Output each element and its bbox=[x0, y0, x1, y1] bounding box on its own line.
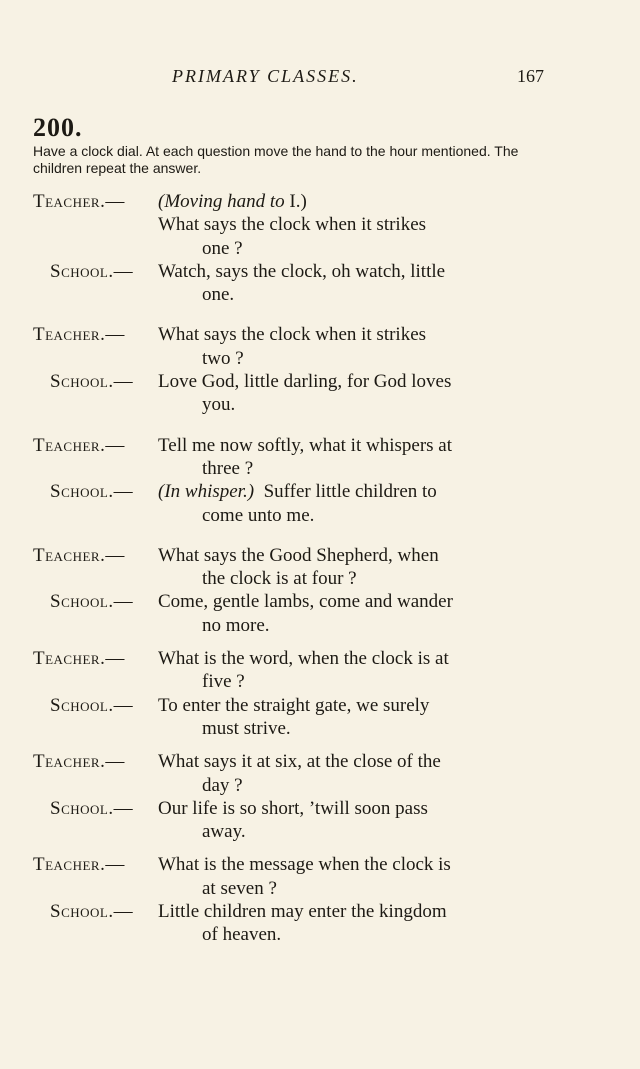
school-line: Love God, little darling, for God loves bbox=[158, 371, 452, 393]
school-turn bbox=[0, 694, 640, 741]
teacher-line-continued: five ? bbox=[202, 671, 245, 693]
teacher-line: What says the clock when it strikes bbox=[158, 324, 427, 346]
teacher-line-continued: three ? bbox=[202, 457, 254, 479]
teacher-line: What says the clock when it strikes bbox=[158, 214, 427, 236]
section-number: 200. bbox=[33, 113, 83, 142]
exchange-five bbox=[0, 647, 640, 740]
school-turn bbox=[0, 900, 640, 947]
teacher-line-continued: one ? bbox=[202, 237, 243, 259]
teacher-line: Tell me now softly, what it whispers at bbox=[158, 434, 452, 456]
exchange-three bbox=[0, 434, 640, 527]
teacher-turn bbox=[0, 190, 640, 213]
teacher-turn bbox=[0, 544, 640, 591]
exchange-four bbox=[0, 544, 640, 637]
teacher-speaker-label: Teacher.— bbox=[33, 191, 125, 212]
school-speaker-label: School.— bbox=[50, 797, 134, 819]
school-line: Watch, says the clock, oh watch, little bbox=[158, 260, 446, 282]
school-turn bbox=[0, 480, 640, 527]
teacher-line-continued: at seven ? bbox=[202, 877, 277, 899]
school-line: Come, gentle lambs, come and wander bbox=[158, 591, 453, 613]
exchange-two bbox=[0, 323, 640, 416]
exchange-one bbox=[0, 190, 640, 306]
teacher-speech bbox=[0, 213, 640, 260]
school-line: Little children may enter the kingdom bbox=[158, 901, 447, 923]
running-head bbox=[0, 66, 640, 90]
teacher-line-continued: two ? bbox=[202, 347, 244, 369]
teacher-line-continued: day ? bbox=[202, 774, 243, 796]
teacher-turn bbox=[0, 750, 640, 797]
school-line-continued: one. bbox=[202, 284, 235, 306]
teacher-speaker-label: Teacher.— bbox=[33, 751, 125, 773]
school-line: To enter the straight gate, we surely bbox=[158, 694, 430, 716]
teacher-turn bbox=[0, 323, 640, 370]
school-line-continued: must strive. bbox=[202, 717, 291, 739]
section-intro: Have a clock dial. At each question move the hand to the hour mentioned. The children repeat the answer. bbox=[33, 143, 519, 176]
teacher-line: What says it at six, at the close of the bbox=[158, 751, 441, 773]
school-line-continued: of heaven. bbox=[202, 924, 282, 946]
school-turn bbox=[0, 260, 640, 307]
teacher-turn bbox=[0, 853, 640, 900]
page-number: 167 bbox=[517, 66, 544, 86]
teacher-speaker-label: Teacher.— bbox=[33, 324, 125, 346]
teacher-stage-direction bbox=[158, 190, 640, 213]
teacher-turn bbox=[0, 647, 640, 694]
school-line: Our life is so short, ’twill soon pass bbox=[158, 797, 428, 819]
school-speaker-label: School.— bbox=[50, 260, 134, 282]
school-speaker-label: School.— bbox=[50, 481, 134, 503]
school-speaker-label: School.— bbox=[50, 901, 134, 923]
teacher-speaker-label: Teacher.— bbox=[33, 544, 125, 566]
teacher-speaker-label: Teacher.— bbox=[33, 854, 125, 876]
school-turn bbox=[0, 797, 640, 844]
school-turn bbox=[0, 590, 640, 637]
teacher-line: What says the Good Shepherd, when bbox=[158, 544, 439, 566]
school-line-continued: no more. bbox=[202, 614, 270, 636]
school-line: Suffer little children to bbox=[263, 481, 437, 503]
school-line-continued: come unto me. bbox=[202, 504, 315, 526]
school-stage-direction: (In whisper.) bbox=[158, 481, 255, 503]
school-speaker-label: School.— bbox=[50, 371, 134, 393]
school-speaker-label: School.— bbox=[50, 694, 134, 716]
teacher-line-continued: the clock is at four ? bbox=[202, 568, 357, 590]
teacher-line: What is the word, when the clock is at bbox=[158, 648, 449, 670]
school-line-continued: away. bbox=[202, 821, 246, 843]
exchange-six bbox=[0, 750, 640, 843]
school-turn bbox=[0, 370, 640, 417]
running-head-title: PRIMARY CLASSES. bbox=[172, 66, 359, 86]
dialogue bbox=[0, 190, 640, 947]
stage-direction-end: I.) bbox=[289, 191, 307, 212]
exchange-seven bbox=[0, 853, 640, 946]
teacher-speaker-label: Teacher.— bbox=[33, 648, 125, 670]
school-line-continued: you. bbox=[202, 394, 236, 416]
stage-direction-text: (Moving hand to bbox=[158, 191, 285, 212]
teacher-speaker-label: Teacher.— bbox=[33, 434, 125, 456]
teacher-turn bbox=[0, 434, 640, 481]
school-speaker-label: School.— bbox=[50, 591, 134, 613]
teacher-line: What is the message when the clock is bbox=[158, 854, 451, 876]
